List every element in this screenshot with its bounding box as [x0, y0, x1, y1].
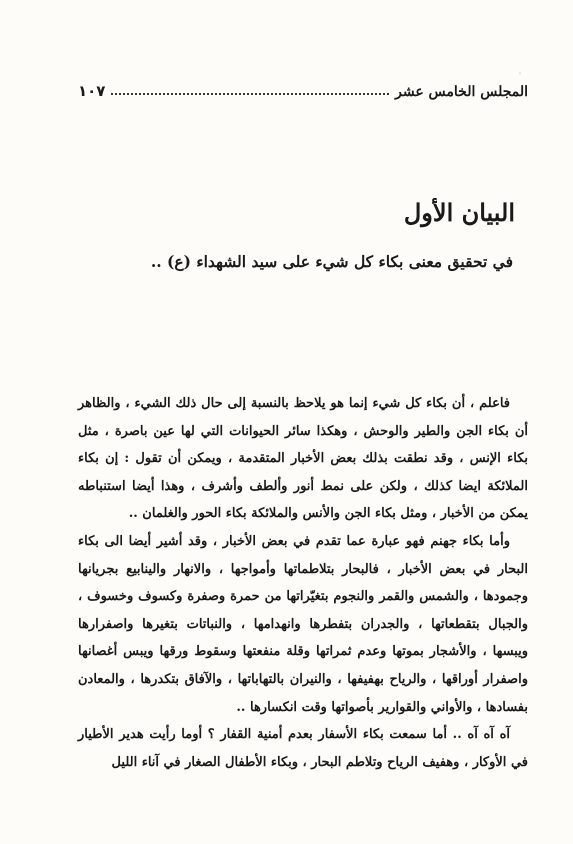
page-number: ١٠٧: [78, 82, 106, 100]
paragraph: آه آه آه .. أما سمعت بكاء الأسفار بعدم أمنية القفار ؟ أوما رأيت هدير الأطيار في الأوكار ، وهفيف الرياح وتلاطم البحار ، وبكاء الأطفال الصغار في آناء الليل: [78, 727, 528, 770]
header-dotted-leader: [111, 92, 389, 95]
body-text: [78, 390, 528, 776]
chapter-title: المجلس الخامس عشر: [395, 84, 528, 100]
paragraph: وأما بكاء جهنم فهو عبارة عما تقدم في بعض الأخبار ، وقد أشير أيضا الى بكاء البحار في بعض الأخبار ، فالبحار بتلاطماتها وأمواجها ، والانهار والينابيع بجريانها وجمودها ، والشمس والقمر والنجوم بتغيّراتها من حمرة وصفرة وكسوف وخسوف ، والجبال بتقطعاتها ، والجدران بتفطرها وانهدامها ، والنباتات بتغيرها واصفرارها ويبسها ، والأشجار بموتها وعدم ثمراتها وقلة منفعتها وسقوط ورقها ويبس أغصانها واصفرار أوراقها ، والرياح بهفيفها ، والنيران بالتهاباتها ، والآفاق بتكدرها ، والمعادن بفسادها ، والأواني والقوارير بأصواتها وقت انكسارها ..: [78, 533, 528, 715]
paragraph: فاعلم ، أن بكاء كل شيء إنما هو يلاحظ بالنسبة إلى حال ذلك الشيء ، والظاهر أن بكاء الجن والطير والوحش ، وهكذا سائر الحيوانات التي لها عين باصرة ، مثل بكاء الإنس ، وقد نطقت بذلك بعض الأخبار المتقدمة ، ويمكن أن تقول : إن بكاء الملائكة ايضا كذلك ، ولكن على نمط أنور وألطف وأشرف ، وهذا أيضا استنباطه يمكن من الأخبار ، ومثل بكاء الجن والأنس والملائكة بكاء الحور والغلمان ..: [78, 396, 528, 522]
section-subtitle: في تحقيق معنى بكاء كل شيء على سيد الشهداء (ع) ..: [150, 252, 513, 271]
running-header: [78, 78, 528, 100]
section-title: البيان الأول: [403, 198, 515, 227]
